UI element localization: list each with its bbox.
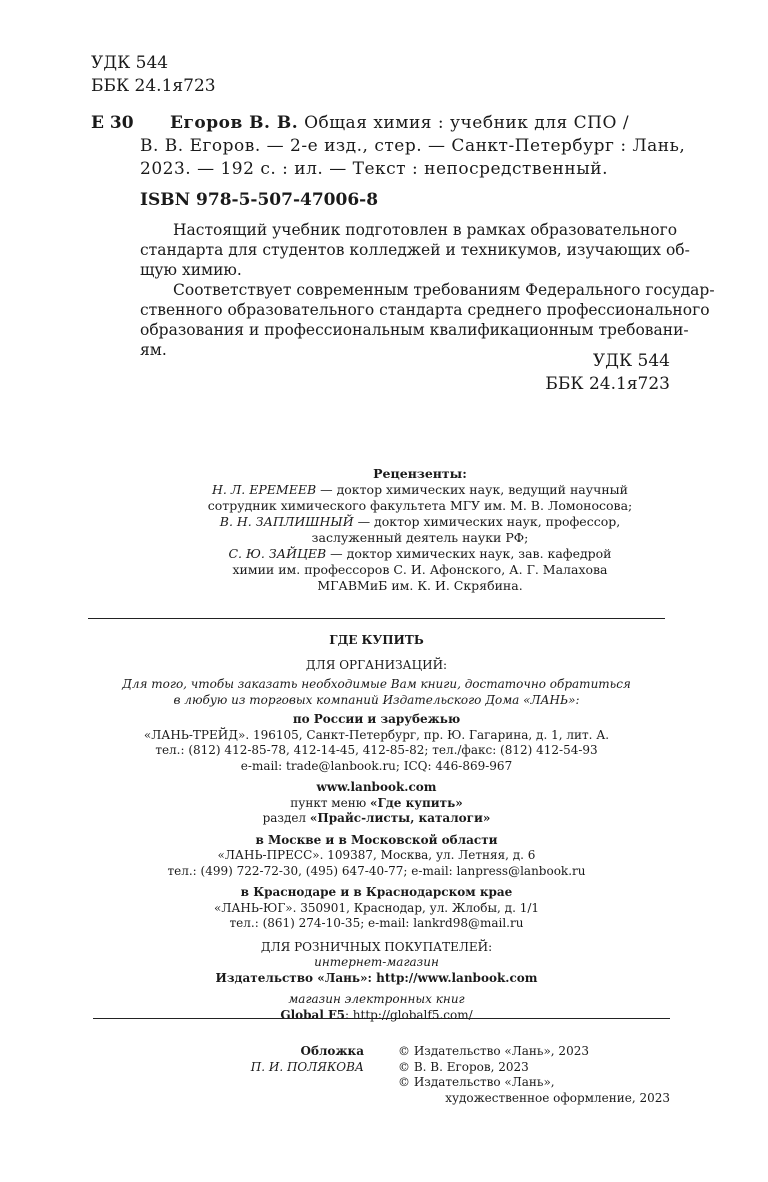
reviewer-2 — [160, 514, 680, 530]
retail-heading: ДЛЯ РОЗНИЧНЫХ ПОКУПАТЕЛЕЙ: — [260, 939, 493, 954]
russia-address: «ЛАНЬ-ТРЕЙД». 196105, Санкт-Петербург, пр. Ю. Гагарина, д. 1, лит. А. — [143, 727, 610, 742]
reviewer-1-line-2: сотрудник химического факультета МГУ им. М. В. Ломоносова; — [207, 498, 633, 513]
reviewer-2-title: — доктор химических наук, профессор, — [353, 514, 621, 529]
reviewer-3-line-2: химии им. профессоров С. И. Афонского, А. Г. Малахова — [232, 562, 608, 577]
menu-prefix: пункт меню — [290, 795, 370, 810]
cover-label: Обложка — [300, 1044, 364, 1058]
annotation-line: Соответствует современным требованиям Федерального государ- — [173, 281, 715, 299]
catalog-line-3: 2023. — 192 с. : ил. — Текст : непосредственный. — [140, 159, 608, 179]
copyright-line: художественное оформление, 2023 — [445, 1090, 670, 1105]
krasnodar-heading: в Краснодаре и в Краснодарском крае — [240, 885, 513, 899]
section-prefix: раздел — [262, 811, 310, 825]
ebook-url: : http://globalf5.com/ — [344, 1007, 473, 1022]
classification-right — [470, 350, 670, 396]
annotation-line: щую химию. — [140, 261, 242, 279]
classification-block — [91, 52, 216, 98]
krasnodar-contacts: тел.: (861) 274-10-35; e-mail: lankrd98@mail.ru — [229, 916, 524, 930]
copyright-line: © В. В. Егоров, 2023 — [398, 1059, 529, 1074]
catalog-line-1 — [170, 112, 670, 135]
copyright-block — [398, 1044, 670, 1106]
catalog-line-2: В. В. Егоров. — 2-е изд., стер. — Санкт-Петербург : Лань, — [140, 136, 686, 156]
section-line — [88, 811, 665, 827]
menu-item-line — [88, 796, 665, 812]
reviewer-2-name: В. Н. ЗАПЛИШНЫЙ — [219, 514, 354, 529]
cover-artist: П. И. ПОЛЯКОВА — [250, 1059, 364, 1074]
bbk-code-right: ББК 24.1я723 — [545, 374, 670, 394]
annotation-line: ственного образовательного стандарта среднего профессионального — [140, 301, 710, 319]
org-heading: ДЛЯ ОРГАНИЗАЦИЙ: — [305, 657, 448, 672]
divider-bottom — [93, 1018, 670, 1019]
catalog-author: Егоров В. В. — [170, 113, 299, 133]
copyright-line: © Издательство «Лань», — [398, 1075, 555, 1089]
isbn: ISBN 978-5-507-47006-8 — [140, 190, 379, 210]
website-link[interactable]: www.lanbook.com — [316, 780, 437, 794]
cover-credit — [200, 1044, 364, 1075]
moscow-contacts: тел.: (499) 722-72-30, (495) 647-40-77; e-mail: lanpress@lanbook.ru — [167, 863, 586, 878]
moscow-heading: в Москве и в Московской области — [255, 832, 498, 847]
annotation-line: ям. — [140, 341, 167, 359]
reviewer-2-line-2: заслуженный деятель науки РФ; — [311, 530, 529, 545]
reviewer-1-name: Н. Л. ЕРЕМЕЕВ — [212, 482, 317, 497]
reviewer-3 — [160, 546, 680, 562]
annotation-line: Настоящий учебник подготовлен в рамках образовательного — [173, 221, 678, 239]
ebook-label: магазин электронных книг — [288, 992, 465, 1006]
reviewers-heading: Рецензенты: — [373, 466, 467, 481]
eshop-label: интернет-магазин — [314, 955, 439, 969]
catalog-title: Общая химия : учебник для СПО / — [298, 113, 630, 133]
udk-code-right: УДК 544 — [592, 351, 670, 371]
ebook-link[interactable] — [88, 1008, 665, 1024]
where-to-buy — [88, 633, 665, 1023]
eshop-link[interactable]: Издательство «Лань»: http://www.lanbook.com — [215, 970, 538, 985]
section-name: «Прайс-листы, каталоги» — [309, 811, 491, 825]
author-mark: Е 30 — [91, 113, 134, 133]
annotation — [140, 220, 715, 360]
russia-heading: по России и зарубежью — [292, 712, 461, 726]
menu-item-name: «Где купить» — [370, 795, 463, 810]
udk-code: УДК 544 — [91, 53, 169, 73]
reviewer-3-title: — доктор химических наук, зав. кафедрой — [326, 546, 612, 561]
reviewer-1 — [160, 482, 680, 498]
annotation-line: образования и профессиональным квалификационным требовани- — [140, 321, 689, 339]
org-intro-line: Для того, чтобы заказать необходимые Вам книги, достаточно обратиться — [122, 677, 631, 691]
reviewer-3-line-3: МГАВМиБ им. К. И. Скрябина. — [317, 578, 523, 593]
krasnodar-address: «ЛАНЬ-ЮГ». 350901, Краснодар, ул. Жлобы, д. 1/1 — [213, 900, 540, 915]
moscow-address: «ЛАНЬ-ПРЕСС». 109387, Москва, ул. Летняя, д. 6 — [217, 848, 536, 862]
ebook-name: Global F5 — [280, 1007, 345, 1022]
reviewer-3-name: С. Ю. ЗАЙЦЕВ — [228, 546, 327, 561]
bbk-code: ББК 24.1я723 — [91, 76, 216, 96]
divider-top — [88, 618, 665, 619]
reviewer-1-title: — доктор химических наук, ведущий научный — [316, 482, 628, 497]
reviewers-block — [160, 466, 680, 594]
copyright-line: © Издательство «Лань», 2023 — [398, 1044, 589, 1058]
org-intro-line: в любую из торговых компаний Издательского Дома «ЛАНЬ»: — [173, 692, 580, 707]
annotation-line: стандарта для студентов колледжей и техникумов, изучающих об- — [140, 241, 690, 259]
where-to-buy-title: ГДЕ КУПИТЬ — [329, 633, 424, 647]
russia-phones: тел.: (812) 412-85-78, 412-14-45, 412-85-82; тел./факс: (812) 412-54-93 — [155, 743, 598, 757]
russia-email: e-mail: trade@lanbook.ru; ICQ: 446-869-967 — [240, 758, 513, 773]
